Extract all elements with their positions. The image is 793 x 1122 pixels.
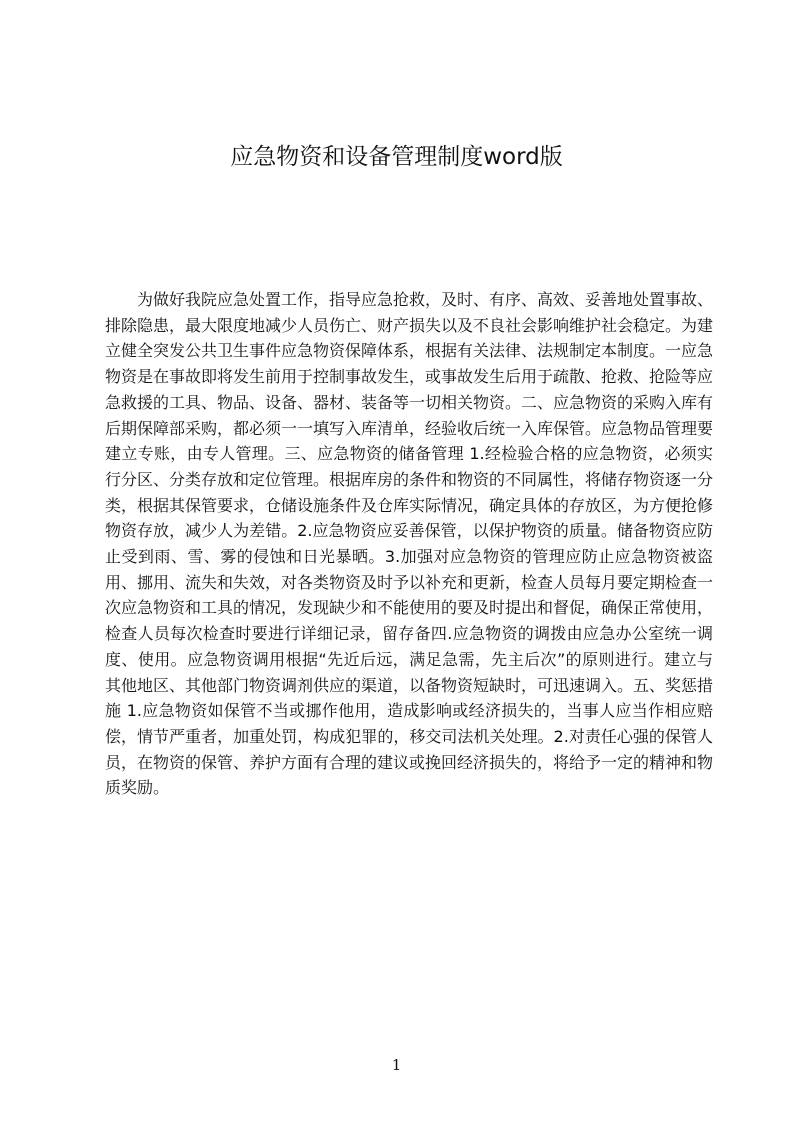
page-number: 1 <box>391 1056 402 1074</box>
document-title: 应急物资和设备管理制度word版 <box>230 144 563 170</box>
body-paragraph: 为做好我院应急处置工作，指导应急抢救，及时、有序、高效、妥善地处置事故、排除隐患，最大限度地减少人员伤亡、财产损失以及不良社会影响维护社会稳定。为建立健全突发公共卫生事件应急物资保障体系，根据有关法律、法规制定本制度。一应急物资是在事故即将发生前用于控制事故发生，或事故发生后用于疏散、抢救、抢险等应急救援的工具、物品、设备、器材、装备等一切相关物资。二、应急物资的采购入库有后期保障部采购，都必须一一填写入库清单，经验收后统一入库保管。应急物品管理要建立专账，由专人管理。三、应急物资的储备管理 1.经检验合格的应急物资，必须实行分区、分类存放和定位管理。根据库房的条件和物资的不同属性，将储存物资逐一分类，根据其保管要求，仓储设施条件及仓库实际情况，确定具体的存放区，为方便抢修物资存放，减少人为差错。2.应急物资应妥善保管，以保护物资的质量。储备物资应防止受到雨、雪、雾的侵蚀和日光暴晒。3.加强对应急物资的管理应防止应急物资被盗用、挪用、流失和失效，对各类物资及时予以补充和更新，检查人员每月要定期检查一次应急物资和工具的情况，发现缺少和不能使用的要及时提出和督促，确保正常使用，检查人员每次检查时要进行详细记录，留存备四.应急物资的调拨由应急办公室统一调度、使用。应急物资调用根据“先近后远，满足急需，先主后次”的原则进行。建立与其他地区、其他部门物资调剂供应的渠道，以备物资短缺时，可迅速调入。五、奖惩措施 1.应急物资如保管不当或挪作他用，造成影响或经济损失的，当事人应当作相应赔偿，情节严重者，加重处罚，构成犯罪的，移交司法机关处理。2.对责任心强的保管人员，在物资的保管、养护方面有合理的建议或挽回经济损失的，将给予一定的精神和物质奖励。 <box>105 290 714 798</box>
